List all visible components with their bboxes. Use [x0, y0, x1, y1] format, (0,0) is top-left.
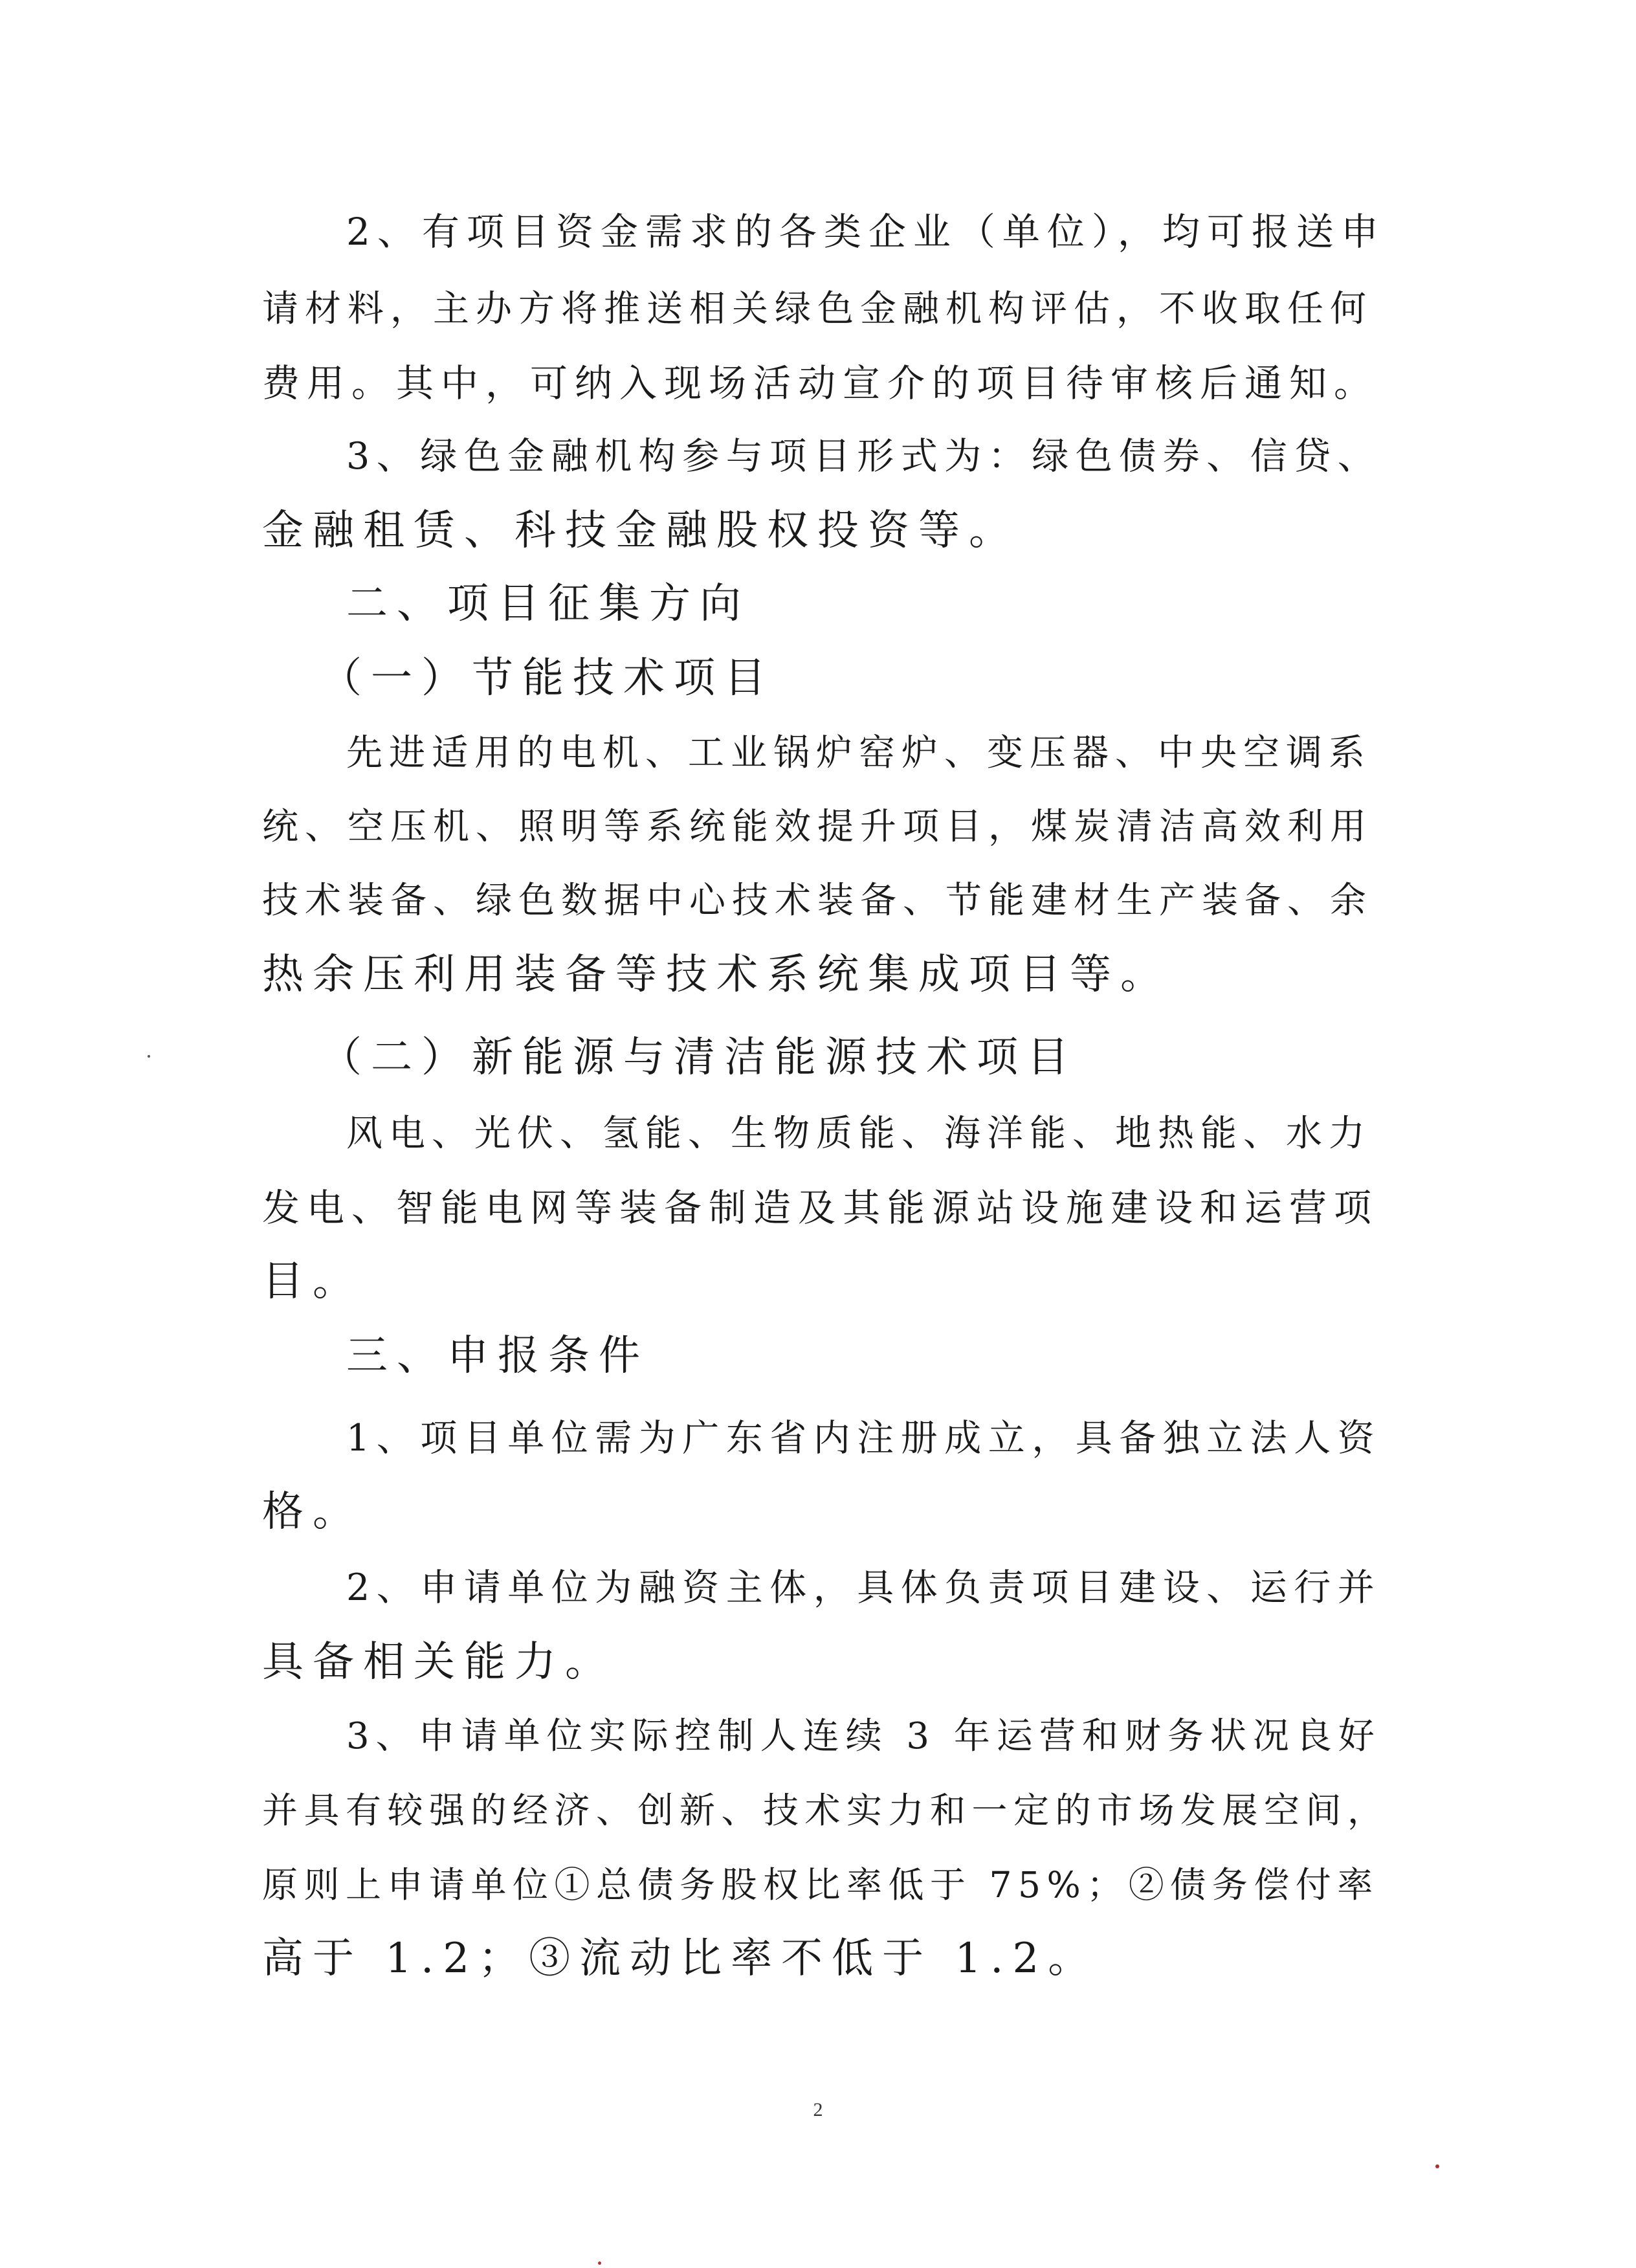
text-line: 统、空压机、照明等系统能效提升项目，煤炭清洁高效利用	[262, 806, 1373, 848]
text-line: 原则上申请单位①总债务股权比率低于 75%；②债务偿付率	[262, 1864, 1379, 1906]
text-line: 2、申请单位为融资主体，具体负责项目建设、运行并	[346, 1566, 1382, 1609]
text-line: 3、绿色金融机构参与项目形式为：绿色债券、信贷、	[346, 435, 1382, 478]
scan-speck	[1435, 2164, 1439, 2168]
text-line: 目。	[262, 1258, 363, 1306]
scan-speck	[598, 2262, 601, 2265]
text-line: 3、申请单位实际控制人连续 3 年运营和财务状况良好	[346, 1715, 1381, 1757]
section-heading: 二、项目征集方向	[346, 580, 750, 628]
subsection-heading: （二）新能源与清洁能源技术项目	[320, 1034, 1078, 1082]
text-line: 先进适用的电机、工业锅炉窑炉、变压器、中央空调系	[346, 732, 1371, 774]
text-line: 发电、智能电网等装备制造及其能源站设施建设和运营项	[262, 1186, 1379, 1230]
text-line: 1、项目单位需为广东省内注册成立，具备独立法人资	[346, 1417, 1382, 1460]
scan-speck	[148, 1055, 150, 1058]
text-line: 费用。其中，可纳入现场活动宣介的项目待审核后通知。	[262, 361, 1379, 405]
text-line: 并具有较强的经济、创新、技术实力和一定的市场发展空间，	[262, 1790, 1389, 1831]
text-line: 请材料，主办方将推送相关绿色金融机构评估，不收取任何	[262, 288, 1373, 330]
text-line: 高于 1.2；③流动比率不低于 1.2。	[262, 1935, 1099, 1983]
text-line: 金融租赁、科技金融股权投资等。	[262, 507, 1019, 555]
text-line: 风电、光伏、氢能、生物质能、海洋能、地热能、水力	[346, 1113, 1371, 1155]
text-line: 格。	[262, 1488, 363, 1536]
text-line: 具备相关能力。	[262, 1638, 615, 1686]
text-line: 热余压利用装备等技术系统集成项目等。	[262, 951, 1171, 999]
text-line: 技术装备、绿色数据中心技术装备、节能建材生产装备、余	[262, 880, 1373, 922]
page-number: 2	[813, 2099, 823, 2120]
text-line: 2、有项目资金需求的各类企业（单位），均可报送申	[346, 210, 1386, 254]
subsection-heading: （一）节能技术项目	[320, 654, 775, 702]
section-heading: 三、申报条件	[346, 1332, 649, 1380]
